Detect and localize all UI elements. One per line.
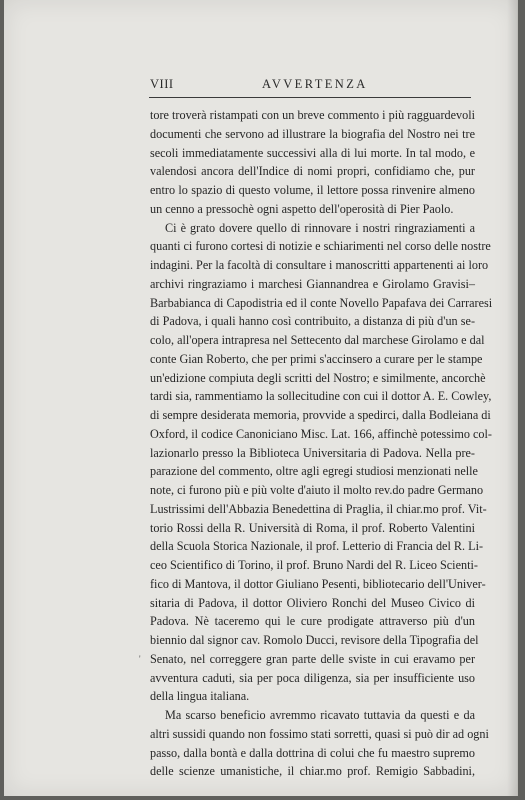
text-line: secoli immediatamente successivi alla di lui morte. In tal modo, e bbox=[150, 145, 475, 160]
text-line: Ma scarso beneficio avremmo ricavato tuttavia da questi e da bbox=[165, 708, 475, 722]
text-line: lazionarlo presso la Biblioteca Universitaria di Padova. Nella pre- bbox=[150, 445, 475, 460]
text-line: conte Gian Roberto, che per primi s'accinsero a curare per le stampe bbox=[150, 351, 483, 366]
text-line: indagini. Per la facoltà di consultare i manoscritti appartenenti ai loro bbox=[150, 258, 489, 272]
text-line: documenti che servono ad illustrare la biografia del Nostro nei tre bbox=[150, 126, 475, 141]
text-line: tardi sia, rammentiamo la sollecitudine con cui il dottor A. E. Cowley, bbox=[150, 389, 492, 404]
text-line: torio Rossi della R. Università di Roma, il prof. Roberto Valentini bbox=[150, 520, 475, 535]
text-line: valendosi ancora dell'Indice di nomi propri, confidiamo che, pur bbox=[150, 164, 475, 179]
text-line: altri sussidi quando non fossimo stati sorretti, quasi si può dir ad ogni bbox=[150, 726, 489, 741]
text-line: Ci è grato dovere quello di rinnovare i nostri ringraziamenti a bbox=[165, 220, 475, 235]
text-line: di sempre desiderata memoria, provvide a spedirci, dalla Bodleiana di bbox=[150, 408, 491, 422]
book-page bbox=[4, 0, 518, 796]
text-line: biennio dal signor cav. Romolo Ducci, revisore della Tipografia del bbox=[150, 633, 479, 647]
text-line: avventura caduti, sia per poca diligenza, sia per insufficiente uso bbox=[150, 670, 475, 685]
text-line: delle scienze umanistiche, il chiar.mo prof. Remigio Sabbadini, bbox=[150, 764, 475, 779]
header-rule bbox=[149, 97, 471, 98]
text-line: della Scuola Storica Nazionale, il prof. Letterio di Francia del R. Li- bbox=[150, 539, 484, 554]
text-line: Padova. Nè taceremo qui le cure prodigate attraverso più d'un bbox=[150, 614, 475, 629]
margin-mark: ' bbox=[139, 654, 141, 664]
text-line: fico di Mantova, il dottor Giuliano Pesenti, bibliotecario dell'Univer- bbox=[150, 576, 486, 591]
text-line: ceo Scientifico di Torino, il prof. Bruno Nardi del R. Liceo Scienti- bbox=[150, 558, 478, 572]
page-edge-shadow bbox=[507, 0, 517, 796]
text-line: un'edizione compiuta degli scritti del Nostro; e similmente, ancorchè bbox=[150, 370, 486, 385]
text-line: passo, dalla bontà e dalla dottrina di colui che fu maestro supremo bbox=[150, 745, 475, 760]
text-line: sitaria di Padova, il dottor Oliviero Ronchi del Museo Civico di bbox=[150, 595, 475, 610]
text-line: quanti ci furono cortesi di notizie e schiarimenti nel corso delle nostre bbox=[150, 239, 491, 254]
text-line: parazione del commento, oltre agli egregi studiosi menzionati nelle bbox=[150, 464, 478, 479]
text-line: archivi ringraziamo i marchesi Giannandrea e Girolamo Gravisi– bbox=[150, 276, 475, 291]
text-line: della lingua italiana. bbox=[150, 689, 250, 704]
page-number: VIII bbox=[150, 77, 174, 91]
body-text bbox=[150, 106, 493, 781]
text-line: Lustrissimi dell'Abbazia Benedettina di Praglia, il chiar.mo prof. Vit- bbox=[150, 501, 487, 516]
text-line: entro lo spazio di questo volume, il lettore possa rinvenire almeno bbox=[150, 183, 475, 197]
text-line: tore troverà ristampati con un breve commento i più ragguardevoli bbox=[150, 108, 475, 122]
text-line: note, ci furono più e più volte d'aiuto il molto rev.do padre Germano bbox=[150, 483, 484, 497]
text-line: Barbabianca di Capodistria ed il conte Novello Papafava dei Carraresi bbox=[150, 295, 493, 310]
text-line: di Padova, i quali hanno così contribuito, a distanza di più d'un se- bbox=[150, 314, 475, 329]
running-head: AVVERTENZA bbox=[262, 77, 368, 91]
text-line: un cenno a pressochè ogni aspetto dell'operosità di Pier Paolo. bbox=[150, 201, 454, 216]
text-line: Oxford, il codice Canoniciano Misc. Lat. 166, affinchè potessimo col- bbox=[150, 426, 492, 441]
text-line: Senato, nel correggere gran parte delle sviste in cui eravamo per bbox=[150, 651, 475, 666]
text-line: colo, all'opera intrapresa nel Settecento dal marchese Girolamo e dal bbox=[150, 333, 485, 347]
